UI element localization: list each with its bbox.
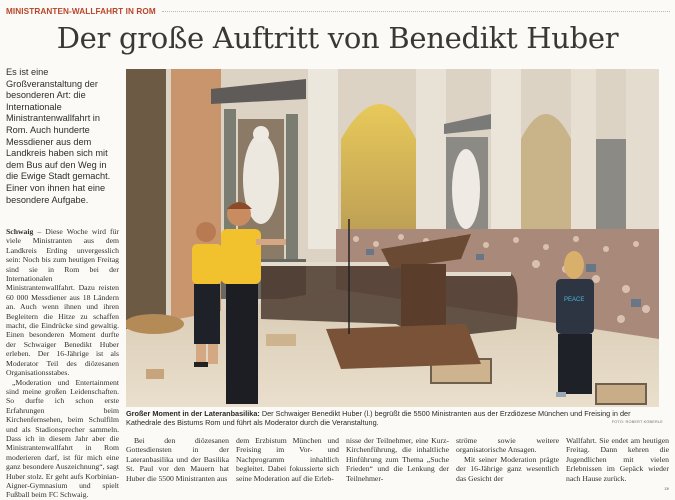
article-headline: Der große Auftritt von Benedikt Huber	[56, 21, 619, 55]
bottom-column-1	[126, 436, 229, 494]
body-paragraph-2: „Moderation und Entertainment sind meine großen Leidenschaften. So durfte ich schon erste Erfahrungen beim Kirchenfernsehen, beim Schulfilm und als Stadionsprecher sammeln. Dass ich in diesem Jahr aber die Ministrantenwallfahrt in Rom moderieren darf, ist für mich eine ganz besondere Auszeichnung“, sagt Huber stolz. Er geht aufs Korbinian-Aigner-Gymnasium und spielt Fußball beim FC Schwaig.	[6, 377, 119, 500]
author-signature: ze	[664, 487, 669, 493]
caption-lead: Großer Moment in der Lateranbasilika:	[126, 409, 260, 418]
body-paragraph-1: Schwaig – Diese Woche wird für viele Ministranten aus dem Landkreis Erding unvergesslich sein: Noch bis zum heutigen Freitag sind sie in Rom bei der Internationalen Ministrantenwallfahrt. Dazu reisten 60 000 Messdiener aus 18 Ländern an. Auch wenn ihnen und ihren Begleitern die Hitze zu schaffen macht, die Eindrücke sind gewaltig. Einen besonderen Moment durfte der Schwaiger Benedikt Huber erleben. Der 16-Jährige ist als Moderator Teil des diözesanen Organisationsstabes.	[6, 227, 119, 378]
shirt-print-text: PEACE	[564, 297, 585, 303]
dateline: Schwaig	[6, 227, 34, 236]
section-kicker-row	[6, 6, 670, 16]
bottom-column-5: Wallfahrt. Sie endet am heutigen Freitag. Dann kehren die Jugendlichen mit vielen Erlebnissen im Gepäck wieder nach Hause zurück. ze	[566, 436, 669, 494]
body-paragraph-3: Bei den diözesanen Gottesdiensten in der Lateranbasilika und der Basilika St. Paul vor den Mauern hat Huber die 5500 Ministranten aus	[126, 436, 229, 483]
section-kicker: MINISTRANTEN-WALLFAHRT IN ROM	[6, 6, 156, 16]
body-paragraph-4: Mit seiner Moderation prägte der 16-Jährige ganz wesentlich das Gesicht der	[456, 454, 559, 483]
article-body-bottom-columns	[126, 436, 670, 494]
kicker-dotted-rule	[162, 11, 670, 12]
photo-caption	[126, 409, 666, 427]
bottom-column-3: nisse der Teilnehmer, eine Kurz-Kirchenführung, die inhaltliche Hinführung zum Thema „Suche Frieden“ und die Lenkung der Teilnehmer-	[346, 436, 449, 483]
photo-credit: FOTO: ROBERT KÖBERLE	[611, 420, 663, 424]
bottom-column-2: dem Erzbistum München und Freising im Vor- und Nachprogramm inhaltlich begleitet. Dabei fokussierte sich seine Moderation auf die Erleb-	[236, 436, 339, 483]
article-photo	[126, 69, 659, 407]
article-body-left-column	[6, 227, 119, 500]
basilica-photo-illustration	[126, 69, 659, 407]
bottom-column-4: ströme sowie weitere organisatorische Ansagen. Mit seiner Moderation prägte der 16-Jährige ganz wesentlich das Gesicht der	[456, 436, 559, 483]
article-intro: Es ist eine Großveranstaltung der besonderen Art: die Internationale Ministrantenwallfahrt in Rom. Auch hunderte Messdiener aus dem Landkreis haben sich mit dem Bus auf den Weg in die Ewige Stadt gemacht. Einer von ihnen hat eine besondere Aufgabe.	[6, 67, 111, 205]
caption-text: Der Schwaiger Benedikt Huber (l.) begrüßt die 5500 Ministranten aus der Erzdiözese München und Freising in der Kathedrale des Bistums Rom und führt als Moderator durch die Veranstaltung.	[126, 409, 631, 428]
